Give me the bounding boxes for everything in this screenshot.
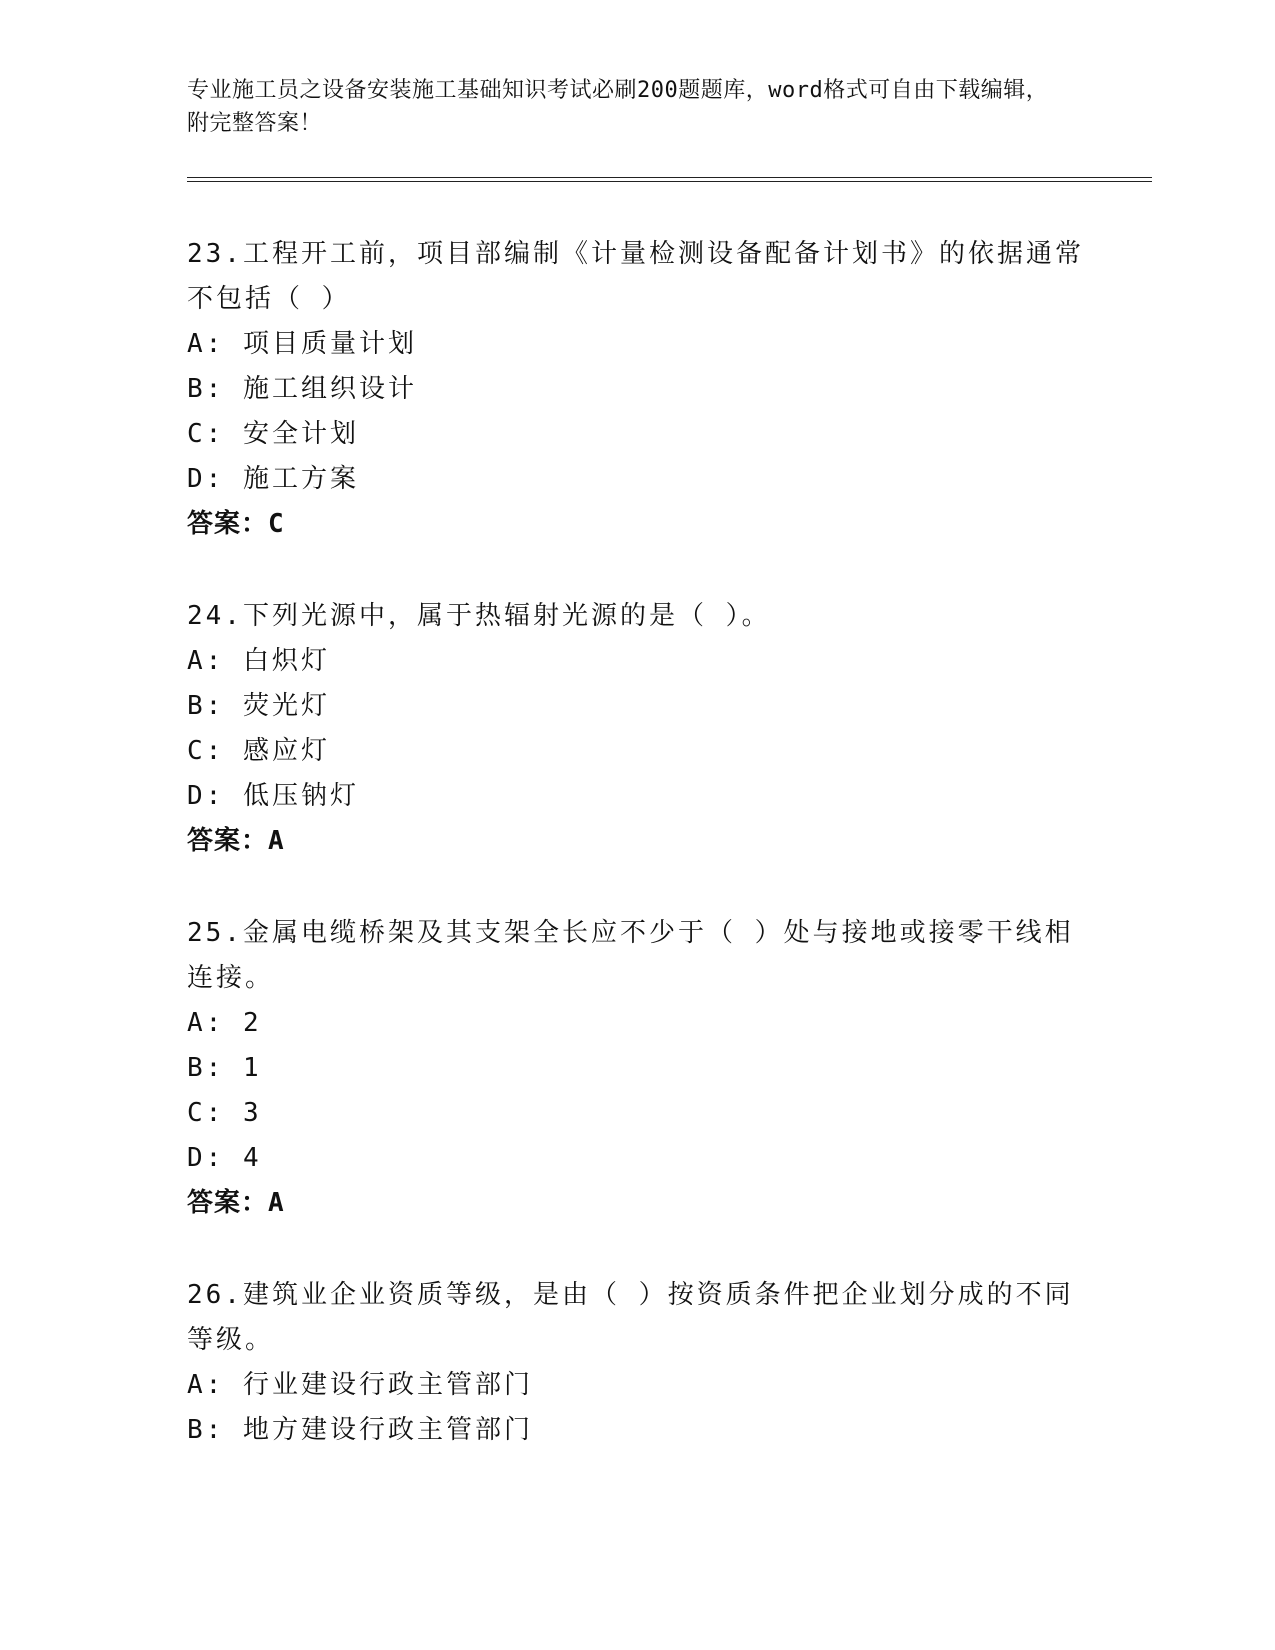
question-text: 25.金属电缆桥架及其支架全长应不少于（ ）处与接地或接零干线相连接。 (187, 918, 1074, 993)
option-a: A: 白炽灯 (187, 646, 330, 676)
question-list (187, 232, 1087, 1500)
option-b: B: 地方建设行政主管部门 (187, 1415, 533, 1445)
option-b: B: 荧光灯 (187, 691, 330, 721)
question-text: 24.下列光源中，属于热辐射光源的是（ ）。 (187, 601, 771, 631)
question-25 (187, 911, 1087, 1226)
option-d: D: 低压钠灯 (187, 781, 359, 811)
option-b: B: 1 (187, 1053, 262, 1083)
option-b: B: 施工组织设计 (187, 374, 417, 404)
option-d: D: 4 (187, 1143, 262, 1173)
document-header: 专业施工员之设备安装施工基础知识考试必刷200题题库，word格式可自由下载编辑，附完整答案！ (187, 78, 1049, 136)
option-a: A: 项目质量计划 (187, 329, 417, 359)
option-c: C: 安全计划 (187, 419, 359, 449)
option-c: C: 3 (187, 1098, 262, 1128)
option-d: D: 施工方案 (187, 464, 359, 494)
question-23 (187, 232, 1087, 547)
question-24 (187, 594, 1087, 864)
question-26 (187, 1273, 1087, 1453)
option-a: A: 行业建设行政主管部门 (187, 1370, 533, 1400)
question-text: 26.建筑业企业资质等级，是由（ ）按资质条件把企业划分成的不同等级。 (187, 1280, 1074, 1355)
option-c: C: 感应灯 (187, 736, 330, 766)
answer: 答案：A (187, 1188, 285, 1218)
question-text: 23.工程开工前，项目部编制《计量检测设备配备计划书》的依据通常不包括（ ） (187, 239, 1084, 314)
answer: 答案：A (187, 826, 285, 856)
answer: 答案：C (187, 509, 285, 539)
option-a: A: 2 (187, 1008, 262, 1038)
header-divider (187, 177, 1152, 182)
